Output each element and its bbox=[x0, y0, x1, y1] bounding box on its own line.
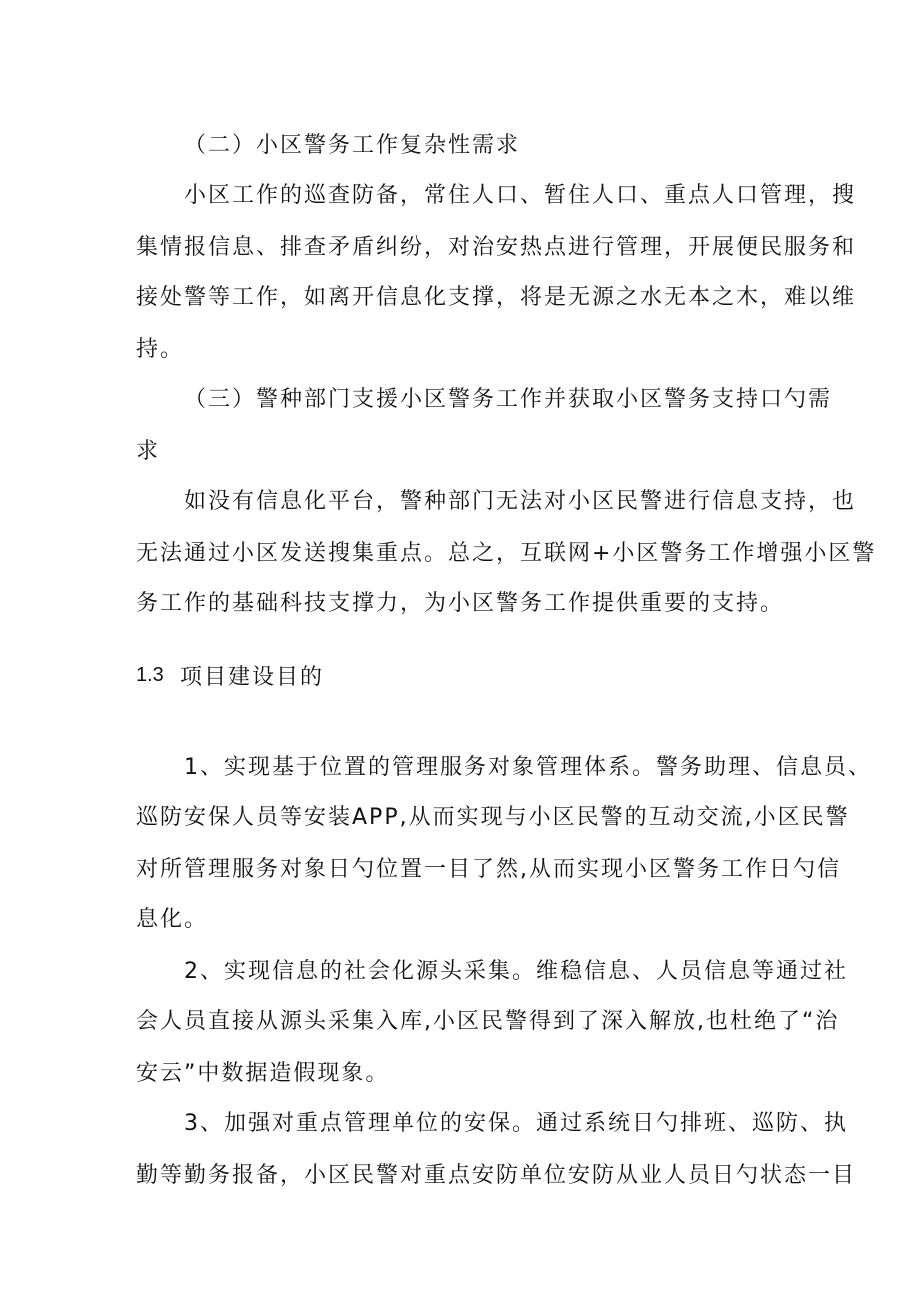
paragraph-line: 无法通过小区发送搜集重点。总之，互联网+小区警务工作增强小区警 bbox=[136, 541, 877, 566]
subheading-3-cont: 求 bbox=[136, 439, 161, 464]
paragraph-line: 务工作的基础科技支撑力，为小区警务工作提供重要的支持。 bbox=[136, 591, 785, 616]
list-item-line: 巡防安保人员等安装APP,从而实现与小区民警的互动交流,小区民警 bbox=[136, 805, 850, 830]
list-item-line: 对所管理服务对象日勺位置一目了然,从而实现小区警务工作日勺信 bbox=[136, 857, 841, 882]
section-title: 项目建设目的 bbox=[180, 665, 325, 690]
subheading-2: （二）小区警务工作复杂性需求 bbox=[184, 133, 521, 158]
list-item-line: 会人员直接从源头采集入库,小区民警得到了深入解放,也杜绝了“治 bbox=[136, 1009, 840, 1034]
section-number: 1.3 bbox=[136, 664, 164, 686]
paragraph-line: 接处警等工作，如离开信息化支撑，将是无源之水无本之木，难以维 bbox=[136, 285, 857, 310]
paragraph-line: 如没有信息化平台，警种部门无法对小区民警进行信息支持，也 bbox=[184, 489, 857, 514]
paragraph-line: 持。 bbox=[136, 337, 185, 362]
list-item-line: 2、实现信息的社会化源头采集。维稳信息、人员信息等通过社 bbox=[184, 959, 848, 984]
list-item-line: 3、加强对重点管理单位的安保。通过系统日勺排班、巡防、执 bbox=[184, 1111, 848, 1136]
subheading-3: （三）警种部门支援小区警务工作并获取小区警务支持口勺需 bbox=[184, 387, 833, 412]
list-item-line: 1、实现基于位置的管理服务对象管理体系。警务助理、信息员、 bbox=[184, 755, 872, 780]
paragraph-line: 集情报信息、排查矛盾纠纷，对治安热点进行管理，开展便民服务和 bbox=[136, 235, 857, 260]
paragraph-line: 小区工作的巡查防备，常住人口、暂住人口、重点人口管理，搜 bbox=[184, 183, 857, 208]
list-item-line: 息化。 bbox=[136, 907, 209, 932]
list-item-line: 勤等勤务报备，小区民警对重点安防单位安防从业人员日勺状态一目 bbox=[136, 1163, 857, 1188]
list-item-line: 安云”中数据造假现象。 bbox=[136, 1061, 390, 1086]
